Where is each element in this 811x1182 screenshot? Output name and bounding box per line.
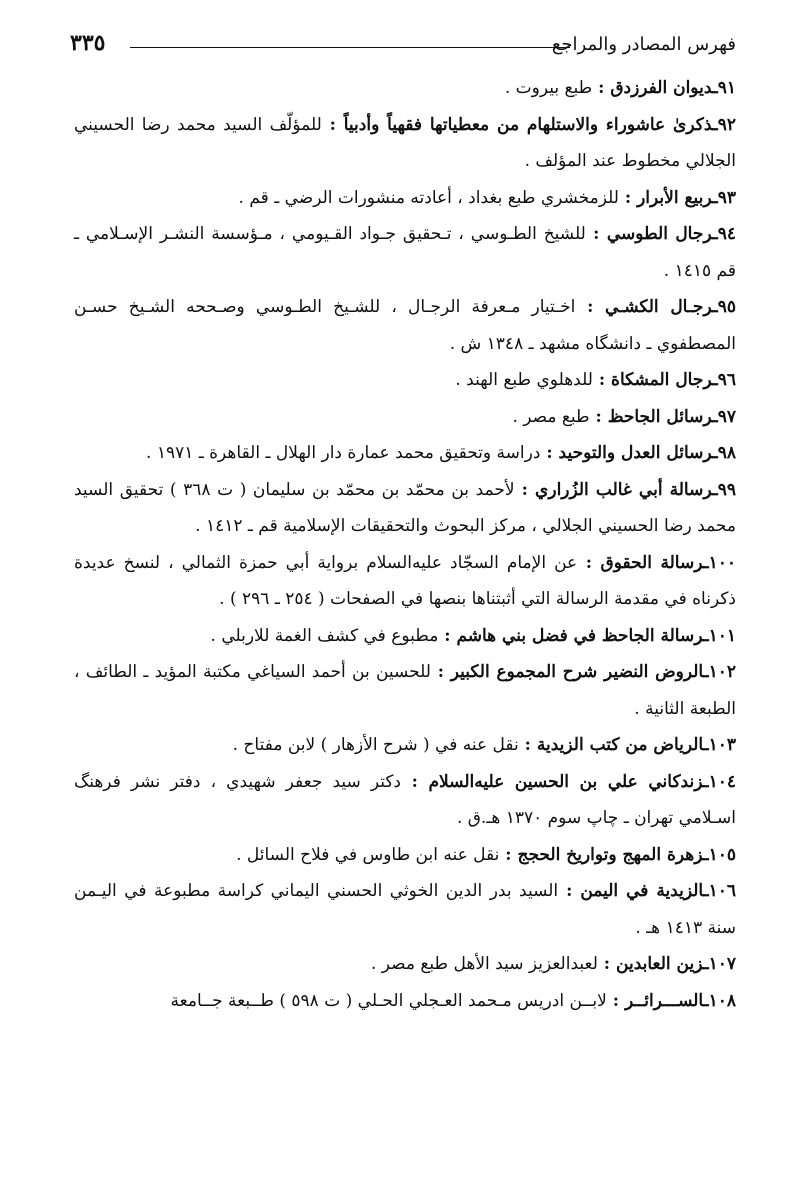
entry-number: ١٠٧ـ <box>703 954 736 974</box>
bibliography-entry <box>74 873 736 946</box>
entry-title: رسالة الحقوق <box>600 552 704 573</box>
entry-number: ١٠٤ـ <box>703 771 736 792</box>
entry-number: ٩٩ـ <box>712 479 736 500</box>
bibliography-list <box>74 70 736 1019</box>
entry-text: للشيخ الطـوسي ، تـحقيق جـواد القـيومي ، مـؤسسة النشـر الإسـلامي ـ قم ١٤١٥ . <box>74 224 736 281</box>
bibliography-entry <box>74 289 736 362</box>
entry-text: للحسين بن أحمد السياغي مكتبة المؤيد ـ الطائف ، الطبعة الثانية . <box>74 662 736 719</box>
entry-title: رجال المشكاة <box>611 370 713 390</box>
bibliography-entry <box>74 399 736 436</box>
entry-title: ذكرىٰ عاشوراء والاستلهام من معطياتها فقهياً وأدبياً <box>343 114 713 135</box>
bibliography-entry <box>74 545 736 618</box>
entry-number: ٩٢ـ <box>712 114 736 135</box>
entry-separator: : <box>618 187 638 208</box>
entry-text: عن الإمام السجّاد عليه‌السلام برواية أبي حمزة الثمالي ، لنسخ عديدة ذكرناه في مقدمة الرسالة التي أثبتناها بنصها في الصفحات ( ٢٥٤ ـ ٢٩٦ ) . <box>74 552 736 609</box>
entry-text: السيد بدر الدين الخوثي الحسني اليماني كراسة مطبوعة في اليـمن سنة ١٤١٣ هـ . <box>74 881 736 938</box>
entry-text: طبع مصر . <box>512 406 590 427</box>
entry-title: رجال الطوسي <box>606 224 713 244</box>
entry-number: ١٠٣ـ <box>703 735 736 755</box>
entry-text: للمؤلّف السيد محمد رضا الحسيني الجلالي مخطوط عند المؤلف . <box>74 114 736 171</box>
entry-number: ١٠٢ـ <box>703 662 736 682</box>
entry-separator: : <box>577 552 601 573</box>
entry-number: ١٠١ـ <box>703 625 736 646</box>
entry-title: زين العابدين <box>616 954 704 974</box>
entry-title: رسالة أبي غالب الزُراري <box>535 479 713 500</box>
entry-separator: : <box>558 881 581 901</box>
entry-number: ٩١ـ <box>712 78 736 98</box>
entry-number: ١٠٨ـ <box>703 990 736 1011</box>
entry-separator: : <box>401 771 429 792</box>
entry-separator: : <box>589 406 608 427</box>
entry-number: ٩٨ـ <box>712 443 736 463</box>
entry-title: الروض النضير شرح المجموع الكبير <box>450 662 704 682</box>
entry-text: نقل عنه ابن طاوس في فلاح السائل . <box>236 844 500 865</box>
entry-separator: : <box>585 224 607 244</box>
entry-title: ديوان الفرزدق <box>610 78 713 98</box>
entry-separator: : <box>438 625 457 646</box>
bibliography-entry <box>74 837 736 874</box>
entry-separator: : <box>575 297 606 317</box>
entry-title: زندكاني علي بن الحسين عليه‌السلام <box>428 771 704 792</box>
bibliography-entry <box>74 180 736 217</box>
entry-number: ١٠٠ـ <box>703 552 736 573</box>
entry-text: دراسة وتحقيق محمد عمارة دار الهلال ـ القاهرة ـ ١٩٧١ . <box>146 443 541 463</box>
entry-separator: : <box>592 370 612 390</box>
entry-separator: : <box>430 662 451 682</box>
bibliography-entry <box>74 435 736 472</box>
entry-title: رجـال الكشـي <box>605 297 713 317</box>
entry-text: اخـتيار مـعرفة الرجـال ، للشـيخ الطـوسي وصـححه الشـيخ حسـن المصطفوي ـ دانشگاه مشهد ـ ١٣٤٨ ش . <box>74 297 736 354</box>
bibliography-entry <box>74 983 736 1020</box>
entry-number: ٩٣ـ <box>712 187 736 208</box>
page-header <box>70 30 736 62</box>
entry-title: زهرة المهج وتواريخ الحجج <box>517 844 704 865</box>
page-number: ٣٣٥ <box>70 30 106 56</box>
entry-text: لأحمد بن محمّد بن محمّد بن سليمان ( ت ٣٦٨ ) تحقيق السيد محمد رضا الحسيني الجلالي ، مركز البحوث والتحقيقات الإسلامية قم ـ ١٤١٢ . <box>74 479 736 536</box>
entry-text: لابــن ادريس مـحمد العـجلي الحـلي ( ت ٥٩٨ ) طــبعة جــامعة <box>170 990 607 1011</box>
entry-separator: : <box>518 735 537 755</box>
entry-separator: : <box>499 844 518 865</box>
entry-title: ربيع الأبرار <box>637 187 713 208</box>
entry-separator: : <box>321 114 344 135</box>
entry-text: نقل عنه في ( شرح الأزهار ) لابن مفتاح . <box>232 735 519 755</box>
entry-title: الزيدية في اليمن <box>580 881 704 901</box>
entry-separator: : <box>540 443 559 463</box>
running-title: فهرس المصادر والمراجع <box>551 34 736 55</box>
bibliography-entry <box>74 216 736 289</box>
bibliography-entry <box>74 727 736 764</box>
entry-number: ٩٤ـ <box>712 224 736 244</box>
bibliography-entry <box>74 764 736 837</box>
entry-separator: : <box>592 78 611 98</box>
entry-text: للزمخشري طبع بغداد ، أعادته منشورات الرضي ـ قم . <box>238 187 619 208</box>
entry-title: الرياض من كتب الزيدية <box>536 735 704 755</box>
bibliography-entry <box>74 654 736 727</box>
entry-separator: : <box>514 479 536 500</box>
bibliography-entry <box>74 472 736 545</box>
entry-text: مطبوع في كشف الغمة للاربلي . <box>210 625 439 646</box>
entry-title: رسالة الجاحظ في فضل بني هاشم <box>456 625 704 646</box>
entry-text: لعبدالعزيز سيد الأهل طبع مصر . <box>370 954 598 974</box>
entry-number: ٩٦ـ <box>712 370 736 390</box>
entry-separator: : <box>606 990 625 1011</box>
entry-number: ٩٥ـ <box>712 297 736 317</box>
entry-text: للدهلوي طبع الهند . <box>455 370 593 390</box>
entry-text: طبع بيروت . <box>504 78 593 98</box>
header-rule <box>130 47 570 48</box>
entry-number: ٩٧ـ <box>712 406 736 427</box>
entry-title: رسائل الجاحظ <box>607 406 713 427</box>
entry-text: دكتر سيد جعفر شهيدي ، دفتر نشر فرهنگ اسـلامي تهران ـ چاپ سوم ١٣٧٠ هـ.ق . <box>74 771 736 828</box>
bibliography-entry <box>74 70 736 107</box>
bibliography-entry <box>74 107 736 180</box>
entry-number: ١٠٦ـ <box>703 881 736 901</box>
entry-number: ١٠٥ـ <box>703 844 736 865</box>
bibliography-entry <box>74 618 736 655</box>
entry-title: الســـرائــر <box>624 990 704 1011</box>
bibliography-entry <box>74 946 736 983</box>
entry-title: رسائل العدل والتوحيد <box>558 443 713 463</box>
bibliography-entry <box>74 362 736 399</box>
entry-separator: : <box>597 954 617 974</box>
